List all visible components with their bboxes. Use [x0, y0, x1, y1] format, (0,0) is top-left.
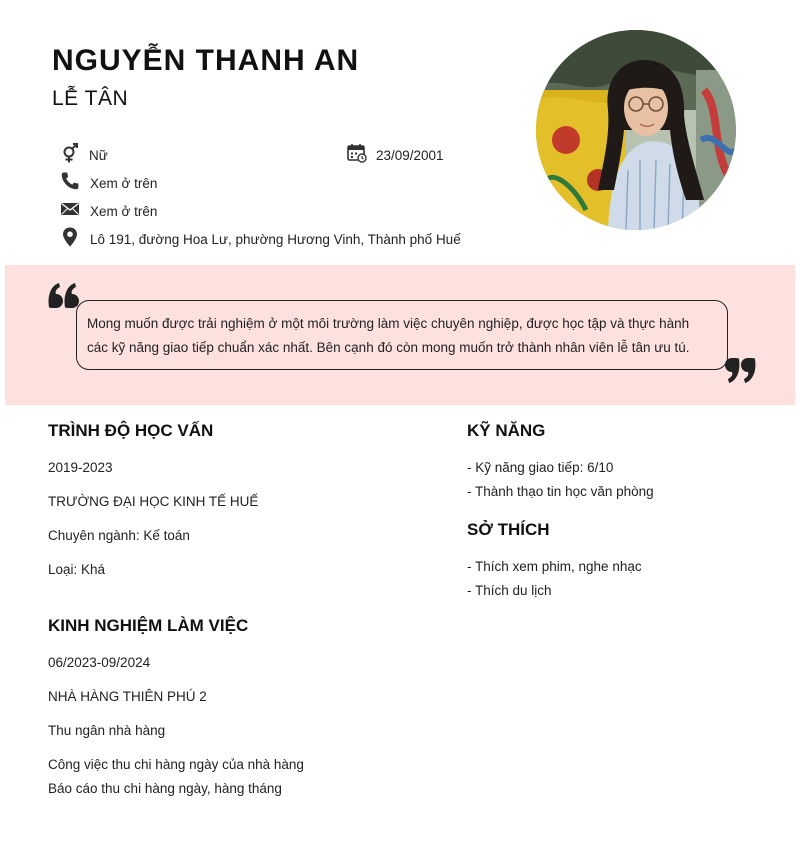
objective-text: [87, 312, 719, 360]
hobbies-title: SỞ THÍCH: [467, 520, 550, 539]
close-quote-icon: [723, 358, 757, 384]
skill-item: - Thành thạo tin học văn phòng: [467, 484, 654, 499]
hobby-item: - Thích du lịch: [467, 583, 552, 598]
birthday-value: 23/09/2001: [376, 147, 444, 163]
objective-box: [76, 300, 728, 370]
address-value: Lô 191, đường Hoa Lư, phường Hương Vinh, Thành phố Huế: [90, 231, 461, 247]
phone-value: Xem ở trên: [90, 175, 158, 191]
skill-item: - Kỹ năng giao tiếp: 6/10: [467, 460, 614, 475]
education-period: 2019-2023: [48, 460, 113, 475]
experience-duty: Báo cáo thu chi hàng ngày, hàng tháng: [48, 781, 282, 796]
phone-row: [60, 171, 157, 191]
skills-title: KỸ NĂNG: [467, 421, 546, 440]
phone-icon: [60, 171, 80, 191]
education-major: Chuyên ngành: Kế toán: [48, 528, 190, 543]
birthday-row: [347, 143, 444, 163]
email-value: Xem ở trên: [90, 203, 158, 219]
candidate-name: NGUYỄN THANH AN: [52, 44, 360, 77]
calendar-icon: [347, 143, 367, 163]
job-title: LỄ TÂN: [52, 87, 129, 110]
gender-row: [60, 143, 108, 163]
education-title: TRÌNH ĐỘ HỌC VẤN: [48, 421, 214, 440]
objective-line-1: Mong muốn được trải nghiệm ở một môi trường làm việc chuyên nghiệp, được học tập và thực hành: [87, 316, 690, 331]
experience-position: Thu ngân nhà hàng: [48, 723, 166, 738]
gender-value: Nữ: [89, 147, 108, 163]
experience-duty: Công việc thu chi hàng ngày của nhà hàng: [48, 757, 304, 772]
address-row: [60, 227, 461, 247]
profile-photo: [536, 30, 736, 230]
gender-icon: [60, 143, 80, 163]
experience-company: NHÀ HÀNG THIÊN PHÚ 2: [48, 689, 207, 704]
open-quote-icon: [47, 282, 81, 308]
hobby-item: - Thích xem phim, nghe nhạc: [467, 559, 642, 574]
experience-title: KINH NGHIỆM LÀM VIỆC: [48, 616, 249, 635]
objective-line-2: các kỹ năng giao tiếp chuẩn xác nhất. Bên cạnh đó còn mong muốn trở thành nhân viên lễ tân ưu tú.: [87, 340, 690, 355]
education-grade: Loại: Khá: [48, 562, 106, 577]
education-school: TRƯỜNG ĐẠI HỌC KINH TẾ HUẾ: [48, 494, 259, 509]
mail-icon: [60, 199, 80, 219]
experience-period: 06/2023-09/2024: [48, 655, 151, 670]
profile-photo-illustration: [536, 30, 736, 230]
location-pin-icon: [60, 227, 80, 247]
email-row: [60, 199, 157, 219]
